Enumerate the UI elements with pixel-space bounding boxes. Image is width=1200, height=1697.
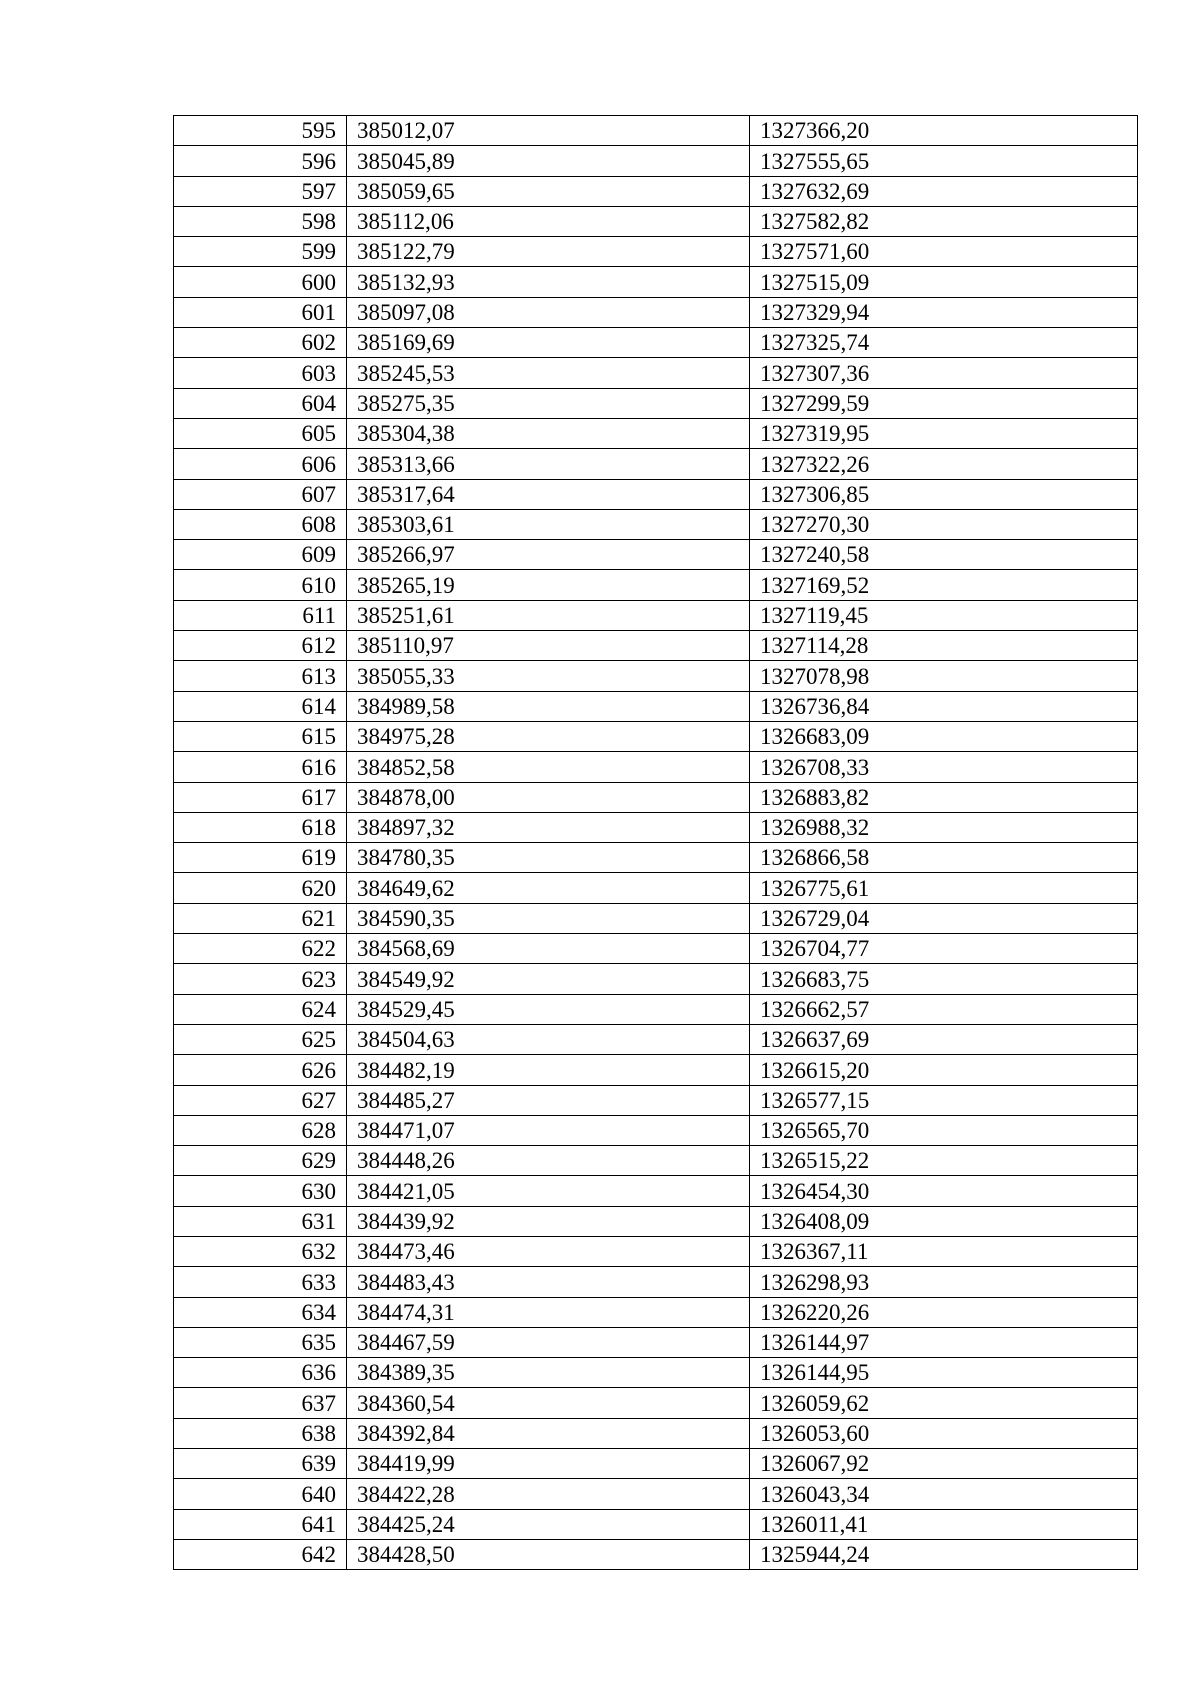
table-row	[174, 873, 1138, 903]
x-coordinate-cell: 385055,33	[347, 661, 750, 691]
x-coordinate-cell: 384549,92	[347, 964, 750, 994]
point-number-cell: 620	[174, 873, 347, 903]
point-number-cell: 629	[174, 1146, 347, 1176]
y-coordinate-cell: 1326883,82	[750, 782, 1138, 812]
table-row	[174, 964, 1138, 994]
y-coordinate-cell: 1326704,77	[750, 934, 1138, 964]
table-row	[174, 358, 1138, 388]
y-coordinate-cell: 1326708,33	[750, 752, 1138, 782]
x-coordinate-cell: 384649,62	[347, 873, 750, 903]
point-number-cell: 625	[174, 1024, 347, 1054]
point-number-cell: 599	[174, 237, 347, 267]
x-coordinate-cell: 384392,84	[347, 1418, 750, 1448]
table-row	[174, 267, 1138, 297]
table-row	[174, 206, 1138, 236]
x-coordinate-cell: 385303,61	[347, 509, 750, 539]
x-coordinate-cell: 385112,06	[347, 206, 750, 236]
point-number-cell: 640	[174, 1479, 347, 1509]
y-coordinate-cell: 1327319,95	[750, 418, 1138, 448]
y-coordinate-cell: 1327515,09	[750, 267, 1138, 297]
x-coordinate-cell: 384439,92	[347, 1206, 750, 1236]
point-number-cell: 610	[174, 570, 347, 600]
x-coordinate-cell: 384448,26	[347, 1146, 750, 1176]
y-coordinate-cell: 1327322,26	[750, 449, 1138, 479]
x-coordinate-cell: 384568,69	[347, 934, 750, 964]
point-number-cell: 600	[174, 267, 347, 297]
y-coordinate-cell: 1327270,30	[750, 509, 1138, 539]
table-row	[174, 540, 1138, 570]
point-number-cell: 613	[174, 661, 347, 691]
x-coordinate-cell: 384425,24	[347, 1509, 750, 1539]
point-number-cell: 626	[174, 1055, 347, 1085]
x-coordinate-cell: 385097,08	[347, 297, 750, 327]
table-row	[174, 146, 1138, 176]
table-row	[174, 1479, 1138, 1509]
y-coordinate-cell: 1327366,20	[750, 116, 1138, 146]
x-coordinate-cell: 384975,28	[347, 721, 750, 751]
y-coordinate-cell: 1327307,36	[750, 358, 1138, 388]
table-row	[174, 509, 1138, 539]
y-coordinate-cell: 1326220,26	[750, 1297, 1138, 1327]
x-coordinate-cell: 384473,46	[347, 1236, 750, 1266]
table-row	[174, 116, 1138, 146]
y-coordinate-cell: 1326736,84	[750, 691, 1138, 721]
y-coordinate-cell: 1326565,70	[750, 1115, 1138, 1145]
x-coordinate-cell: 384474,31	[347, 1297, 750, 1327]
x-coordinate-cell: 384421,05	[347, 1176, 750, 1206]
point-number-cell: 597	[174, 176, 347, 206]
y-coordinate-cell: 1326298,93	[750, 1267, 1138, 1297]
x-coordinate-cell: 385251,61	[347, 600, 750, 630]
y-coordinate-cell: 1326515,22	[750, 1146, 1138, 1176]
x-coordinate-cell: 385110,97	[347, 631, 750, 661]
y-coordinate-cell: 1326043,34	[750, 1479, 1138, 1509]
x-coordinate-cell: 384483,43	[347, 1267, 750, 1297]
point-number-cell: 602	[174, 328, 347, 358]
point-number-cell: 634	[174, 1297, 347, 1327]
x-coordinate-cell: 385245,53	[347, 358, 750, 388]
point-number-cell: 627	[174, 1085, 347, 1115]
x-coordinate-cell: 385304,38	[347, 418, 750, 448]
x-coordinate-cell: 385012,07	[347, 116, 750, 146]
y-coordinate-cell: 1326454,30	[750, 1176, 1138, 1206]
x-coordinate-cell: 384529,45	[347, 994, 750, 1024]
table-row	[174, 812, 1138, 842]
point-number-cell: 619	[174, 843, 347, 873]
point-number-cell: 614	[174, 691, 347, 721]
y-coordinate-cell: 1327329,94	[750, 297, 1138, 327]
y-coordinate-cell: 1326144,97	[750, 1327, 1138, 1357]
x-coordinate-cell: 385313,66	[347, 449, 750, 479]
point-number-cell: 605	[174, 418, 347, 448]
point-number-cell: 623	[174, 964, 347, 994]
point-number-cell: 595	[174, 116, 347, 146]
y-coordinate-cell: 1326367,11	[750, 1236, 1138, 1266]
table-row	[174, 328, 1138, 358]
x-coordinate-cell: 384471,07	[347, 1115, 750, 1145]
x-coordinate-cell: 384485,27	[347, 1085, 750, 1115]
table-row	[174, 1176, 1138, 1206]
y-coordinate-cell: 1326683,09	[750, 721, 1138, 751]
y-coordinate-cell: 1327240,58	[750, 540, 1138, 570]
x-coordinate-cell: 385317,64	[347, 479, 750, 509]
point-number-cell: 638	[174, 1418, 347, 1448]
point-number-cell: 606	[174, 449, 347, 479]
table-row	[174, 1418, 1138, 1448]
point-number-cell: 628	[174, 1115, 347, 1145]
table-row	[174, 176, 1138, 206]
table-row	[174, 1297, 1138, 1327]
point-number-cell: 633	[174, 1267, 347, 1297]
table-row	[174, 1206, 1138, 1236]
table-row	[174, 1055, 1138, 1085]
y-coordinate-cell: 1326866,58	[750, 843, 1138, 873]
table-row	[174, 843, 1138, 873]
x-coordinate-cell: 384428,50	[347, 1539, 750, 1569]
x-coordinate-cell: 385275,35	[347, 388, 750, 418]
table-row	[174, 1539, 1138, 1569]
y-coordinate-cell: 1326144,95	[750, 1358, 1138, 1388]
y-coordinate-cell: 1327299,59	[750, 388, 1138, 418]
x-coordinate-cell: 384419,99	[347, 1449, 750, 1479]
table-row	[174, 994, 1138, 1024]
table-row	[174, 1115, 1138, 1145]
table-row	[174, 1236, 1138, 1266]
x-coordinate-cell: 384852,58	[347, 752, 750, 782]
y-coordinate-cell: 1325944,24	[750, 1539, 1138, 1569]
point-number-cell: 607	[174, 479, 347, 509]
table-row	[174, 1267, 1138, 1297]
point-number-cell: 622	[174, 934, 347, 964]
point-number-cell: 603	[174, 358, 347, 388]
point-number-cell: 618	[174, 812, 347, 842]
y-coordinate-cell: 1327119,45	[750, 600, 1138, 630]
table-row	[174, 1509, 1138, 1539]
x-coordinate-cell: 384780,35	[347, 843, 750, 873]
point-number-cell: 642	[174, 1539, 347, 1569]
point-number-cell: 630	[174, 1176, 347, 1206]
table-row	[174, 752, 1138, 782]
table-row	[174, 1085, 1138, 1115]
table-row	[174, 297, 1138, 327]
point-number-cell: 604	[174, 388, 347, 418]
table-row	[174, 600, 1138, 630]
y-coordinate-cell: 1326662,57	[750, 994, 1138, 1024]
table-row	[174, 1024, 1138, 1054]
point-number-cell: 609	[174, 540, 347, 570]
y-coordinate-cell: 1326053,60	[750, 1418, 1138, 1448]
point-number-cell: 632	[174, 1236, 347, 1266]
y-coordinate-cell: 1326729,04	[750, 903, 1138, 933]
y-coordinate-cell: 1327306,85	[750, 479, 1138, 509]
x-coordinate-cell: 385266,97	[347, 540, 750, 570]
x-coordinate-cell: 385122,79	[347, 237, 750, 267]
coordinates-table-body	[174, 116, 1138, 1570]
x-coordinate-cell: 384482,19	[347, 1055, 750, 1085]
x-coordinate-cell: 385132,93	[347, 267, 750, 297]
table-row	[174, 388, 1138, 418]
table-row	[174, 934, 1138, 964]
table-row	[174, 237, 1138, 267]
x-coordinate-cell: 384360,54	[347, 1388, 750, 1418]
x-coordinate-cell: 385169,69	[347, 328, 750, 358]
point-number-cell: 608	[174, 509, 347, 539]
point-number-cell: 601	[174, 297, 347, 327]
point-number-cell: 621	[174, 903, 347, 933]
y-coordinate-cell: 1326577,15	[750, 1085, 1138, 1115]
point-number-cell: 596	[174, 146, 347, 176]
x-coordinate-cell: 384989,58	[347, 691, 750, 721]
y-coordinate-cell: 1327632,69	[750, 176, 1138, 206]
table-row	[174, 1327, 1138, 1357]
point-number-cell: 635	[174, 1327, 347, 1357]
y-coordinate-cell: 1326775,61	[750, 873, 1138, 903]
y-coordinate-cell: 1326059,62	[750, 1388, 1138, 1418]
point-number-cell: 616	[174, 752, 347, 782]
x-coordinate-cell: 384590,35	[347, 903, 750, 933]
y-coordinate-cell: 1326988,32	[750, 812, 1138, 842]
table-row	[174, 1388, 1138, 1418]
y-coordinate-cell: 1327555,65	[750, 146, 1138, 176]
point-number-cell: 615	[174, 721, 347, 751]
point-number-cell: 639	[174, 1449, 347, 1479]
y-coordinate-cell: 1327169,52	[750, 570, 1138, 600]
y-coordinate-cell: 1327582,82	[750, 206, 1138, 236]
point-number-cell: 641	[174, 1509, 347, 1539]
y-coordinate-cell: 1326637,69	[750, 1024, 1138, 1054]
x-coordinate-cell: 384504,63	[347, 1024, 750, 1054]
x-coordinate-cell: 384422,28	[347, 1479, 750, 1509]
table-row	[174, 661, 1138, 691]
y-coordinate-cell: 1326011,41	[750, 1509, 1138, 1539]
y-coordinate-cell: 1326683,75	[750, 964, 1138, 994]
y-coordinate-cell: 1326615,20	[750, 1055, 1138, 1085]
point-number-cell: 631	[174, 1206, 347, 1236]
y-coordinate-cell: 1327571,60	[750, 237, 1138, 267]
table-row	[174, 1449, 1138, 1479]
point-number-cell: 611	[174, 600, 347, 630]
point-number-cell: 598	[174, 206, 347, 236]
point-number-cell: 637	[174, 1388, 347, 1418]
table-row	[174, 570, 1138, 600]
point-number-cell: 612	[174, 631, 347, 661]
table-row	[174, 449, 1138, 479]
point-number-cell: 617	[174, 782, 347, 812]
x-coordinate-cell: 384878,00	[347, 782, 750, 812]
x-coordinate-cell: 385059,65	[347, 176, 750, 206]
table-row	[174, 1358, 1138, 1388]
table-row	[174, 418, 1138, 448]
table-row	[174, 691, 1138, 721]
y-coordinate-cell: 1327325,74	[750, 328, 1138, 358]
point-number-cell: 636	[174, 1358, 347, 1388]
x-coordinate-cell: 385265,19	[347, 570, 750, 600]
x-coordinate-cell: 385045,89	[347, 146, 750, 176]
table-row	[174, 782, 1138, 812]
point-number-cell: 624	[174, 994, 347, 1024]
table-row	[174, 479, 1138, 509]
x-coordinate-cell: 384389,35	[347, 1358, 750, 1388]
table-row	[174, 631, 1138, 661]
table-row	[174, 721, 1138, 751]
table-row	[174, 1146, 1138, 1176]
x-coordinate-cell: 384897,32	[347, 812, 750, 842]
y-coordinate-cell: 1326408,09	[750, 1206, 1138, 1236]
coordinates-table	[173, 115, 1138, 1570]
table-row	[174, 903, 1138, 933]
y-coordinate-cell: 1327078,98	[750, 661, 1138, 691]
x-coordinate-cell: 384467,59	[347, 1327, 750, 1357]
y-coordinate-cell: 1327114,28	[750, 631, 1138, 661]
y-coordinate-cell: 1326067,92	[750, 1449, 1138, 1479]
